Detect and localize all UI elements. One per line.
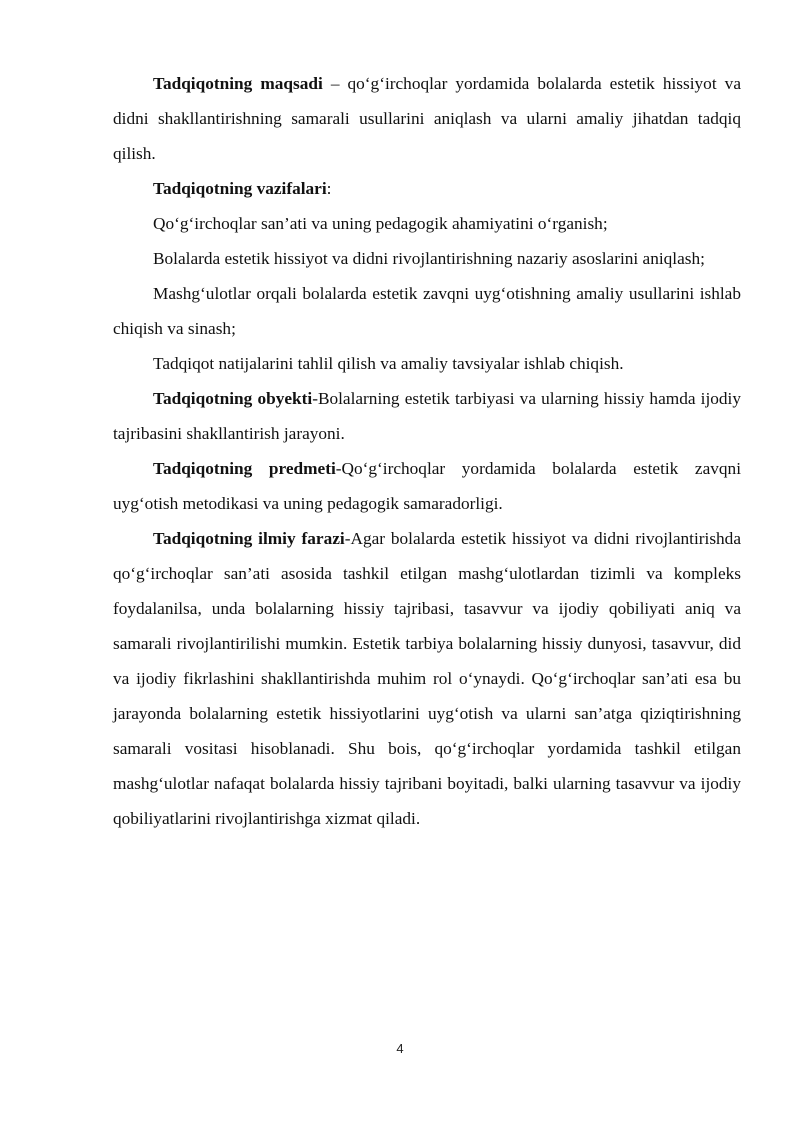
task-item-2-text: Bolalarda estetik hissiyot va didni rivojlantirishning nazariy asoslarini aniqlash; xyxy=(153,249,705,268)
goal-heading: Tadqiqotning maqsadi xyxy=(153,74,323,93)
paragraph-subject xyxy=(113,451,741,521)
document-page xyxy=(113,66,741,836)
paragraph-goal xyxy=(113,66,741,171)
task-item-1-text: Qo‘g‘irchoqlar san’ati va uning pedagogik ahamiyatini o‘rganish; xyxy=(153,214,608,233)
task-item-3 xyxy=(113,276,741,346)
goal-text: – qo‘g‘irchoqlar yordamida bolalarda estetik hissiyot va didni shakllantirishning samarali usullarini aniqlash va ularni amaliy jihatdan tadqiq qilish. xyxy=(113,74,741,163)
task-item-3-text: Mashg‘ulotlar orqali bolalarda estetik zavqni uyg‘otishning amaliy usullarini ishlab chiqish va sinash; xyxy=(113,284,741,338)
object-text: -Bolalarning estetik tarbiyasi va ularning hissiy hamda ijodiy tajribasini shakllantirish jarayoni. xyxy=(113,389,742,443)
page-number: 4 xyxy=(396,1041,404,1056)
task-item-2 xyxy=(113,241,741,276)
task-item-4-text: Tadqiqot natijalarini tahlil qilish va amaliy tavsiyalar ishlab chiqish. xyxy=(153,354,624,373)
task-item-1 xyxy=(113,206,741,241)
subject-text: -Qo‘g‘irchoqlar yordamida bolalarda estetik zavqni uyg‘otish metodikasi va uning pedagogik samaradorligi. xyxy=(113,459,741,513)
paragraph-object xyxy=(113,381,741,451)
paragraph-tasks-heading xyxy=(113,171,741,206)
task-item-4 xyxy=(113,346,741,381)
hypothesis-text: -Agar bolalarda estetik hissiyot va didni rivojlantirishda qo‘g‘irchoqlar san’ati asosida tashkil etilgan mashg‘ulotlardan tizimli va kompleks foydalanilsa, unda bolalarning hissiy tajribasi, tasavvur va ijodiy qobiliyati aniq va samarali rivojlantirilishi mumkin. Estetik tarbiya bolalarning hissiy dunyosi, tasavvur, did va ijodiy fikrlashini shakllantirishda muhim rol o‘ynaydi. Qo‘g‘irchoqlar san’ati esa bu jarayonda bolalarning estetik hissiyotlarini uyg‘otish va ularni san’atga qiziqtirishning samarali vositasi hisoblanadi. Shu bois, qo‘g‘irchoqlar yordamida tashkil etilgan mashg‘ulotlar nafaqat bolalarda hissiy tajribani boyitadi, balki ularning tasavvur va ijodiy qobiliyatlarini rivojlantirishga xizmat qiladi. xyxy=(113,529,741,828)
tasks-heading: Tadqiqotning vazifalari xyxy=(153,179,327,198)
tasks-colon: : xyxy=(326,179,332,198)
hypothesis-heading: Tadqiqotning ilmiy farazi xyxy=(153,529,345,548)
subject-heading: Tadqiqotning predmeti xyxy=(153,459,336,478)
object-heading: Tadqiqotning obyekti xyxy=(153,389,313,408)
paragraph-hypothesis xyxy=(113,521,741,836)
